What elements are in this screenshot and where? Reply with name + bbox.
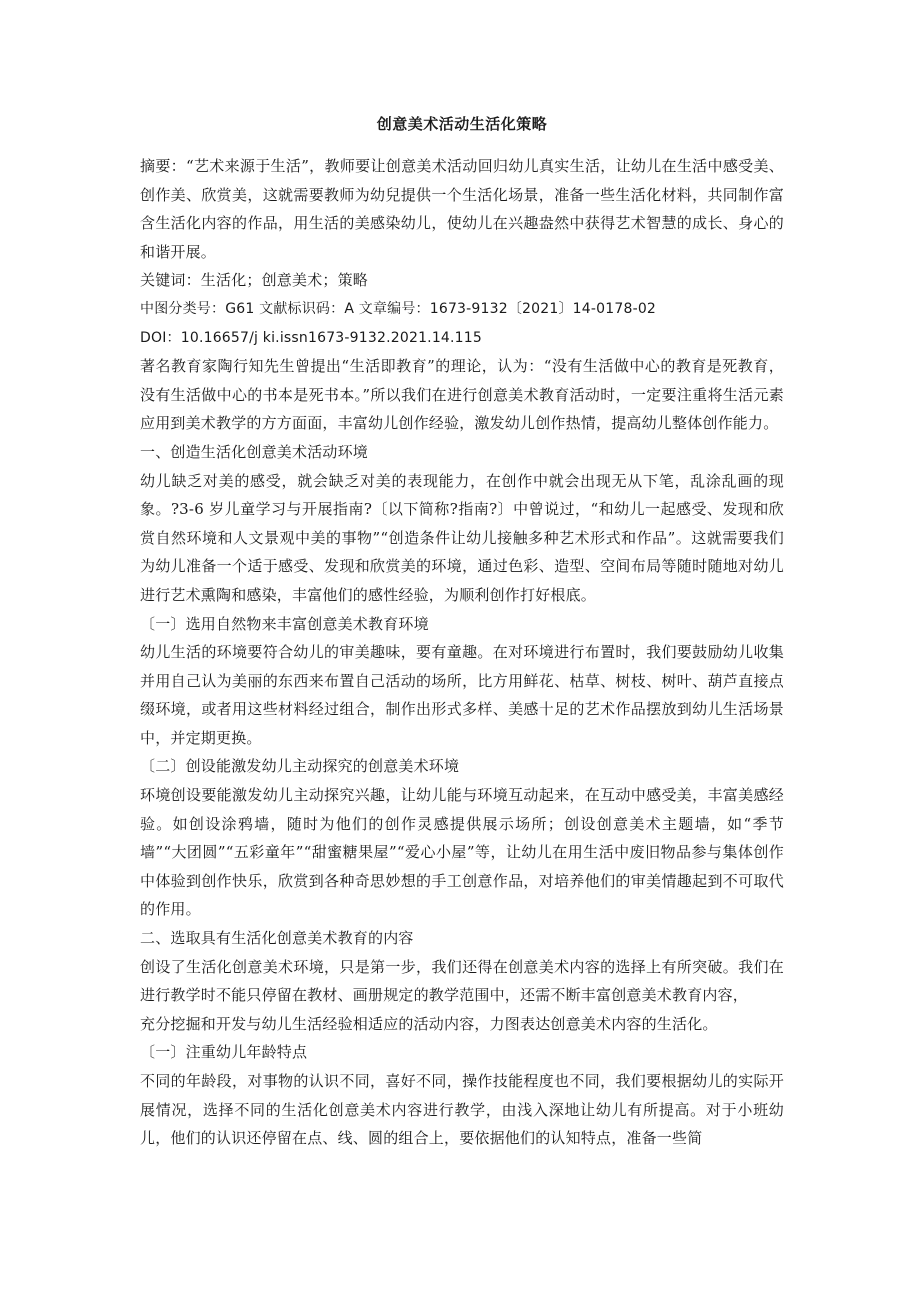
document-title: 创意美术活动生活化策略	[376, 115, 548, 133]
classification-line: 中图分类号：G61 文献标识码：A 文章编号：1673-9132〔2021〕14-0178-02	[140, 300, 657, 317]
subsection-heading-1-2: 〔二〕创设能激发幼儿主动探究的创意美术环境	[140, 757, 460, 776]
abstract-paragraph: 摘要：“艺术来源于生活”，教师要让创意美术活动回归幼儿真实生活，让幼儿在生活中感受美、创作美、欣赏美，这就需要教师为幼兒提供一个生活化场景，准备一些生活化材料，共同制作富含生活化内容的作品，用生活的美感染幼儿，使幼儿在兴趣盎然中获得艺术智慧的成长、身心的和谐开展。	[140, 157, 784, 261]
section-heading-1: 一、创造生活化创意美术活动环境	[140, 442, 369, 461]
document-page	[140, 110, 784, 1153]
section-heading-2: 二、选取具有生活化创意美术教育的内容	[140, 929, 414, 948]
subsection-heading-2-1: 〔一〕注重幼儿年龄特点	[140, 1043, 308, 1062]
subsection-2-1-paragraph: 不同的年龄段，对事物的认识不同，喜好不同，操作技能程度也不同，我们要根据幼儿的实际开展情况，选择不同的生活化创意美术内容进行教学，由浅入深地让幼儿有所提高。对于小班幼儿，他们的认识还停留在点、线、圆的组合上，要依据他们的认知特点，准备一些简	[140, 1072, 784, 1148]
section-2-paragraph-a: 创设了生活化创意美术环境，只是第一步，我们还得在创意美术内容的选择上有所突破。我们在进行教学时不能只停留在教材、画册规定的教学范围中，还需不断丰富创意美术教育内容，	[140, 957, 784, 1005]
subsection-1-2-paragraph: 环境创设要能激发幼儿主动探究兴趣，让幼儿能与环境互动起来，在互动中感受美，丰富美感经验。如创设涂鸦墙，随时为他们的创作灵感提供展示场所；创设创意美术主题墙，如“季节墙”“大团圆”“五彩童年”“甜蜜糖果屋”“爱心小屋”等，让幼儿在用生活中废旧物品参与集体创作中体验到创作快乐，欣赏到各种奇思妙想的手工创意作品，对培养他们的审美情趣起到不可取代的作用。	[140, 786, 784, 919]
section-1-paragraph: 幼儿缺乏对美的感受，就会缺乏对美的表现能力，在创作中就会出现无从下笔，乱涂乱画的现象。?3-6 岁儿童学习与开展指南?〔以下简称?指南?〕中曾说过，“和幼儿一起感受、发现和欣赏自然环境和人文景观中美的事物”“创造条件让幼儿接触多种艺术形式和作品”。这就需要我们为幼儿准备一个适于感受、发现和欣赏美的环境，通过色彩、造型、空间布局等随时随地对幼儿进行艺术熏陶和感染，丰富他们的感性经验，为顺利创作打好根底。	[140, 471, 784, 604]
doi-line: DOI：10.16657/j ki.issn1673-9132.2021.14.115	[140, 329, 483, 346]
section-2-paragraph-b: 充分挖掘和开发与幼儿生活经验相适应的活动内容，力图表达创意美术内容的生活化。	[140, 1014, 718, 1033]
intro-paragraph: 著名教育家陶行知先生曾提出“生活即教育”的理论，认为：“没有生活做中心的教育是死教育，没有生活做中心的书本是死书本。”所以我们在进行创意美术教育活动时，一定要注重将生活元素应用到美术教学的方方面面，丰富幼儿创作经验，激发幼儿创作热情，提高幼儿整体创作能力。	[140, 357, 784, 433]
subsection-1-1-paragraph: 幼儿生活的环境要符合幼儿的审美趣味，要有童趣。在对环境进行布置时，我们要鼓励幼儿收集并用自己认为美丽的东西来布置自己活动的场所，比方用鲜花、枯草、树枝、树叶、葫芦直接点缀环境，或者用这些材料经过组合，制作出形式多样、美感十足的艺术作品摆放到幼儿生活场景中，并定期更换。	[140, 643, 784, 747]
subsection-heading-1-1: 〔一〕选用自然物来丰富创意美术教育环境	[140, 614, 429, 633]
keywords-line: 关键词：生活化；创意美术；策略	[140, 271, 369, 290]
